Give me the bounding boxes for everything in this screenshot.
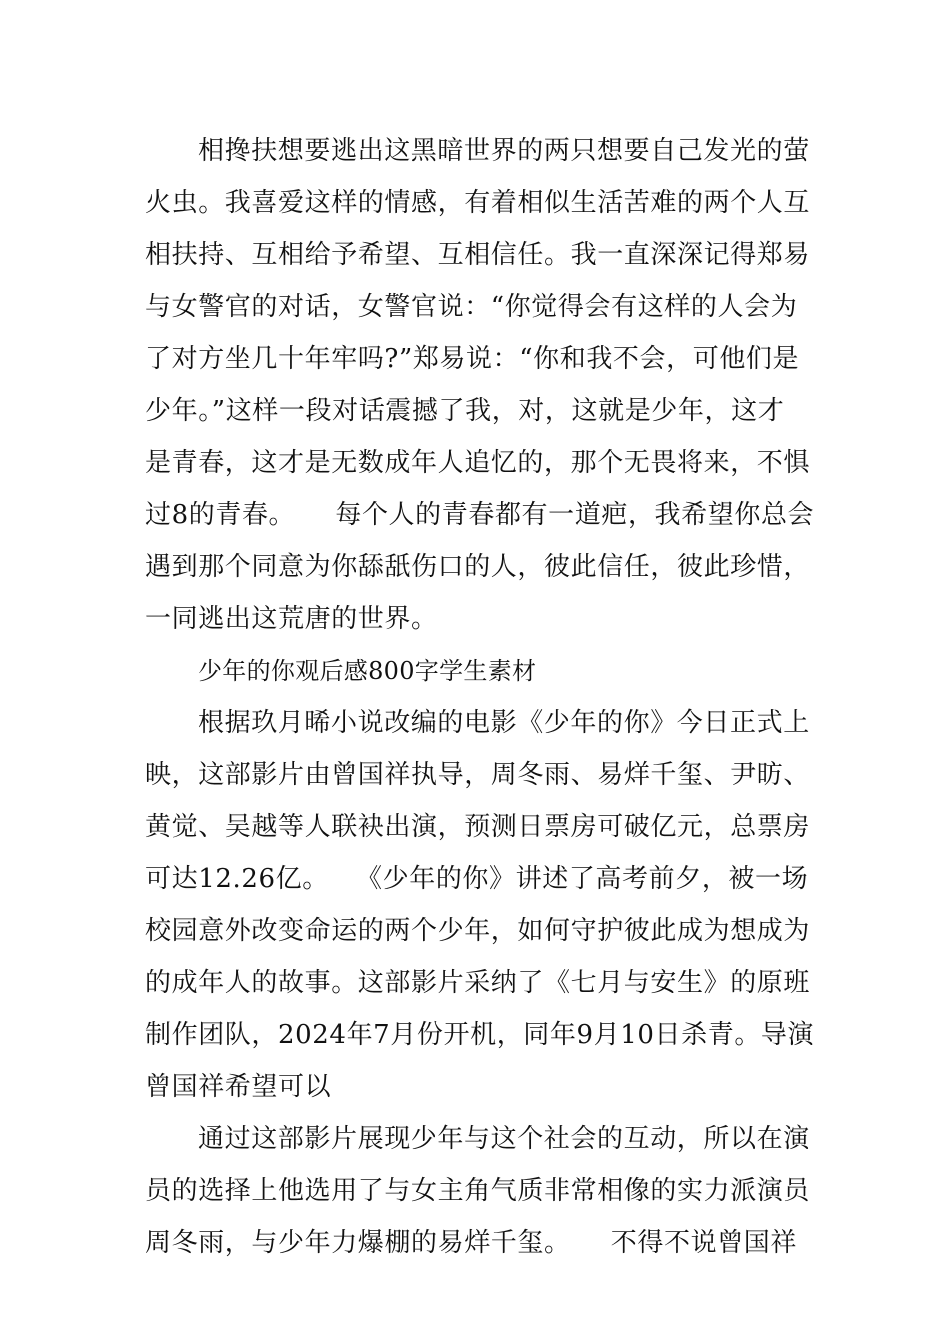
- paragraph-line: 校园意外改变命运的两个少年，如何守护彼此成为想成为: [145, 916, 811, 946]
- paragraph-line: 火虫。我喜爱这样的情感，有着相似生活苦难的两个人互: [145, 188, 811, 218]
- paragraph-line: 黄觉、吴越等人联袂出演，预测日票房可破亿元，总票房: [145, 812, 811, 842]
- paragraph-line: 制作团队，2024年7月份开机，同年9月10日杀青。导演: [145, 1020, 815, 1050]
- paragraph-line: 曾国祥希望可以: [145, 1072, 332, 1102]
- paragraph-line: 根据玖月晞小说改编的电影《少年的你》今日正式上: [198, 708, 810, 738]
- paragraph-line: 映，这部影片由曾国祥执导，周冬雨、易烊千玺、尹昉、: [145, 760, 811, 790]
- paragraph-line: 的成年人的故事。这部影片采纳了《七月与安生》的原班: [145, 968, 811, 998]
- paragraph-line: 了对方坐几十年牢吗?”郑易说：“你和我不会，可他们是: [145, 344, 800, 374]
- paragraph-line: 少年。”这样一段对话震撼了我，对，这就是少年，这才: [145, 396, 785, 426]
- paragraph-line: 员的选择上他选用了与女主角气质非常相像的实力派演员: [145, 1176, 811, 1206]
- paragraph-line: 过8的青春。 每个人的青春都有一道疤，我希望你总会: [145, 500, 815, 530]
- paragraph-line: 通过这部影片展现少年与这个社会的互动，所以在演: [198, 1124, 810, 1154]
- paragraph-line: 可达12.26亿。 《少年的你》讲述了高考前夕，被一场: [145, 864, 809, 894]
- paragraph-line: 与女警官的对话，女警官说：“你觉得会有这样的人会为: [145, 292, 798, 322]
- paragraph-line: 遇到那个同意为你舔舐伤口的人，彼此信任，彼此珍惜，: [145, 552, 811, 582]
- paragraph-line: 一同逃出这荒唐的世界。: [145, 604, 438, 634]
- paragraph-line: 是青春，这才是无数成年人追忆的，那个无畏将来，不惧: [145, 448, 811, 478]
- paragraph-line: 相扶持、互相给予希望、互相信任。我一直深深记得郑易: [145, 240, 811, 270]
- paragraph-line: 相搀扶想要逃出这黑暗世界的两只想要自己发光的萤: [198, 136, 810, 166]
- paragraph-line: 周冬雨，与少年力爆棚的易烊千玺。 不得不说曾国祥: [145, 1228, 798, 1258]
- section-heading: 少年的你观后感800字学生素材: [198, 657, 537, 685]
